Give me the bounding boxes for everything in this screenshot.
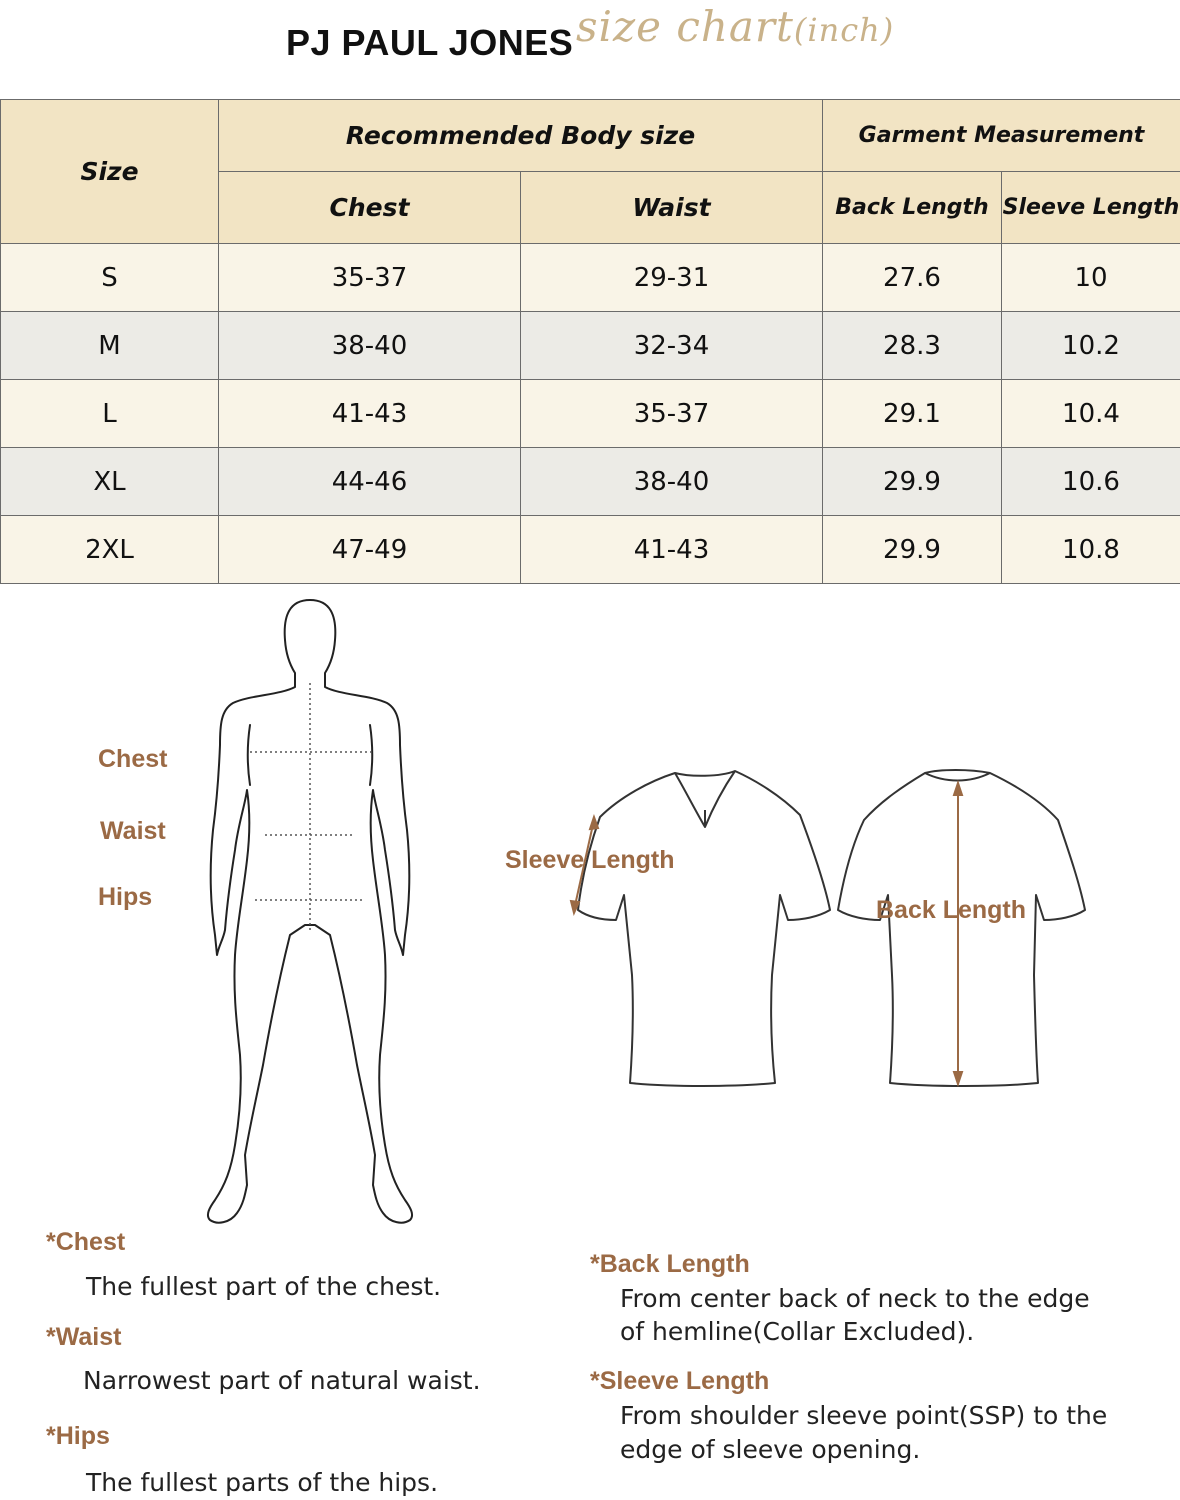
back-length-definition-title: *Back Length [590, 1250, 750, 1278]
sleeve-length-definition-line1: From shoulder sleeve point(SSP) to the [620, 1401, 1108, 1430]
waist-cell: 41-43 [521, 516, 823, 584]
back-length-figure-label: Back Length [876, 896, 1027, 924]
size-cell: 2XL [1, 516, 219, 584]
sleeve-length-cell: 10.8 [1002, 516, 1180, 584]
chest-cell: 44-46 [219, 448, 521, 516]
waist-definition-title: *Waist [46, 1323, 122, 1351]
chest-figure-label: Chest [98, 745, 168, 773]
size-table [0, 99, 1180, 584]
chest-cell: 47-49 [219, 516, 521, 584]
back-length-cell: 29.1 [823, 380, 1002, 448]
sleeve-length-cell: 10.4 [1002, 380, 1180, 448]
back-length-cell: 29.9 [823, 448, 1002, 516]
shirt-front-illustration [560, 765, 840, 1095]
sleeve-length-cell: 10.6 [1002, 448, 1180, 516]
hips-definition-title: *Hips [46, 1422, 110, 1450]
sleeve-length-cell: 10 [1002, 244, 1180, 312]
back-length-column-header: Back Length [823, 172, 1002, 244]
shirt-back-illustration [830, 765, 1095, 1095]
sleeve-length-definition-line2: edge of sleeve opening. [620, 1435, 921, 1464]
table-row [1, 516, 1180, 584]
chest-definition-text: The fullest part of the chest. [86, 1272, 442, 1301]
chest-definition-title: *Chest [46, 1228, 126, 1256]
sleeve-length-cell: 10.2 [1002, 312, 1180, 380]
waist-cell: 29-31 [521, 244, 823, 312]
size-cell: L [1, 380, 219, 448]
back-length-cell: 29.9 [823, 516, 1002, 584]
back-length-definition-line1: From center back of neck to the edge [620, 1284, 1090, 1313]
table-row [1, 312, 1180, 380]
back-length-cell: 27.6 [823, 244, 1002, 312]
waist-figure-label: Waist [100, 817, 166, 845]
hips-figure-label: Hips [98, 883, 153, 911]
brand-name: PJ PAUL JONES [286, 22, 574, 63]
chest-cell: 38-40 [219, 312, 521, 380]
hips-definition-text: The fullest parts of the hips. [86, 1468, 439, 1497]
waist-cell: 32-34 [521, 312, 823, 380]
waist-definition-text: Narrowest part of natural waist. [83, 1366, 481, 1395]
waist-cell: 38-40 [521, 448, 823, 516]
chest-column-header: Chest [219, 172, 521, 244]
table-row [1, 380, 1180, 448]
size-header: Size [1, 100, 219, 244]
sleeve-length-definition-title: *Sleeve Length [590, 1367, 770, 1395]
size-cell: S [1, 244, 219, 312]
table-row [1, 448, 1180, 516]
body-size-group-header: Recommended Body size [219, 100, 823, 172]
sleeve-length-figure-label: Sleeve Length [505, 846, 675, 874]
waist-cell: 35-37 [521, 380, 823, 448]
sleeve-length-column-header: Sleeve Length [1002, 172, 1180, 244]
chest-cell: 41-43 [219, 380, 521, 448]
script-unit-text: (inch) [793, 11, 895, 49]
table-row [1, 244, 1180, 312]
back-length-cell: 28.3 [823, 312, 1002, 380]
size-cell: M [1, 312, 219, 380]
size-cell: XL [1, 448, 219, 516]
chest-cell: 35-37 [219, 244, 521, 312]
body-figure-illustration [195, 595, 435, 1230]
garment-group-header: Garment Measurement [823, 100, 1180, 172]
back-length-definition-line2: of hemline(Collar Excluded). [620, 1317, 975, 1346]
script-title-text: size chart [576, 2, 794, 51]
waist-column-header: Waist [521, 172, 823, 244]
size-chart-script-title [576, 2, 894, 51]
